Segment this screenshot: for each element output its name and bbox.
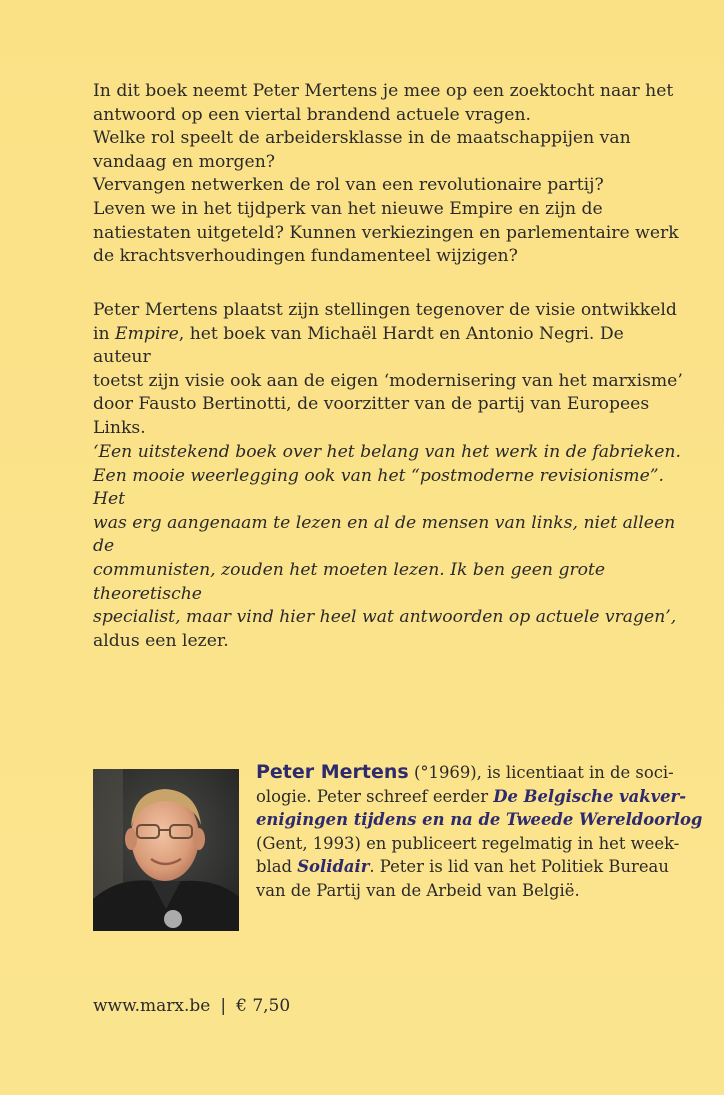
context-paragraph: [93, 299, 683, 441]
reader-quote: [93, 441, 683, 653]
bio-text: ologie. Peter schreef eerder: [256, 786, 494, 806]
bio-text: blad: [256, 857, 298, 877]
bio-line: van de Partij van de Arbeid van België.: [256, 880, 580, 900]
intro-line: Welke rol speelt de arbeidersklasse in de maatschappijen van: [93, 128, 631, 149]
intro-line: In dit boek neemt Peter Mertens je mee op een zoektocht naar het: [93, 81, 674, 101]
previous-book-title: De Belgische vakver-: [493, 786, 686, 806]
bio-line: [256, 808, 706, 832]
context-line: door Fausto Bertinotti, de voorzitter van de partij van Europees: [93, 394, 650, 415]
intro-line: antwoord op een viertal brandend actuele vragen.: [93, 104, 531, 125]
magazine-title: Solidair: [297, 857, 370, 877]
intro-paragraph: [93, 80, 683, 269]
empire-book-title: Empire: [115, 323, 179, 344]
bio-line: [256, 785, 706, 809]
author-portrait-image: [93, 769, 239, 931]
bio-line: [256, 855, 706, 879]
quote-line: was erg aangenaam te lezen en al de mensen van links, niet alleen de: [93, 512, 676, 557]
quote-line: communisten, zouden het moeten lezen. Ik ben geen grote theoretische: [93, 559, 606, 604]
footer-separator: |: [220, 996, 227, 1016]
bio-line: [256, 761, 706, 785]
intro-line: de krachtsverhoudingen fundamenteel wijzigen?: [93, 246, 518, 267]
footer: [93, 996, 290, 1016]
author-photo: [93, 769, 239, 931]
intro-line: natiestaten uitgeteld? Kunnen verkiezingen en parlementaire werk: [93, 222, 679, 243]
context-line: Links.: [93, 417, 146, 438]
quote-attribution: aldus een lezer.: [93, 630, 229, 651]
previous-book-title: enigingen tijdens en na de Tweede Wereldoorlog: [256, 810, 703, 830]
author-name: Peter Mertens: [256, 761, 409, 783]
context-line: Peter Mertens plaatst zijn stellingen tegenover de visie ontwikkeld: [93, 300, 677, 320]
author-bio: [256, 761, 706, 903]
bio-text: . Peter is lid van het Politiek Bureau: [369, 857, 669, 877]
bio-text: (°1969), is licentiaat in de soci-: [408, 763, 674, 782]
quote-line: ‘Een uitstekend boek over het belang van het werk in de fabrieken.: [93, 442, 681, 462]
intro-line: vandaag en morgen?: [93, 151, 276, 172]
context-text: in: [93, 323, 116, 344]
quote-line: specialist, maar vind hier heel wat antwoorden op actuele vragen’,: [93, 607, 677, 628]
price: € 7,50: [236, 996, 291, 1016]
intro-line: Vervangen netwerken de rol van een revolutionaire partij?: [93, 175, 604, 196]
context-line: toetst zijn visie ook aan de eigen ‘modernisering van het marxisme’: [93, 370, 683, 391]
context-line: [93, 323, 683, 370]
website-link[interactable]: www.marx.be: [93, 996, 211, 1016]
quote-line: Een mooie weerlegging ook van het “postmoderne revisionisme”. Het: [93, 465, 664, 510]
context-text: , het boek van Michaël Hardt en Antonio Negri. De auteur: [93, 323, 624, 368]
bio-line: (Gent, 1993) en publiceert regelmatig in het week-: [256, 833, 680, 853]
intro-line: Leven we in het tijdperk van het nieuwe Empire en zijn de: [93, 198, 603, 219]
